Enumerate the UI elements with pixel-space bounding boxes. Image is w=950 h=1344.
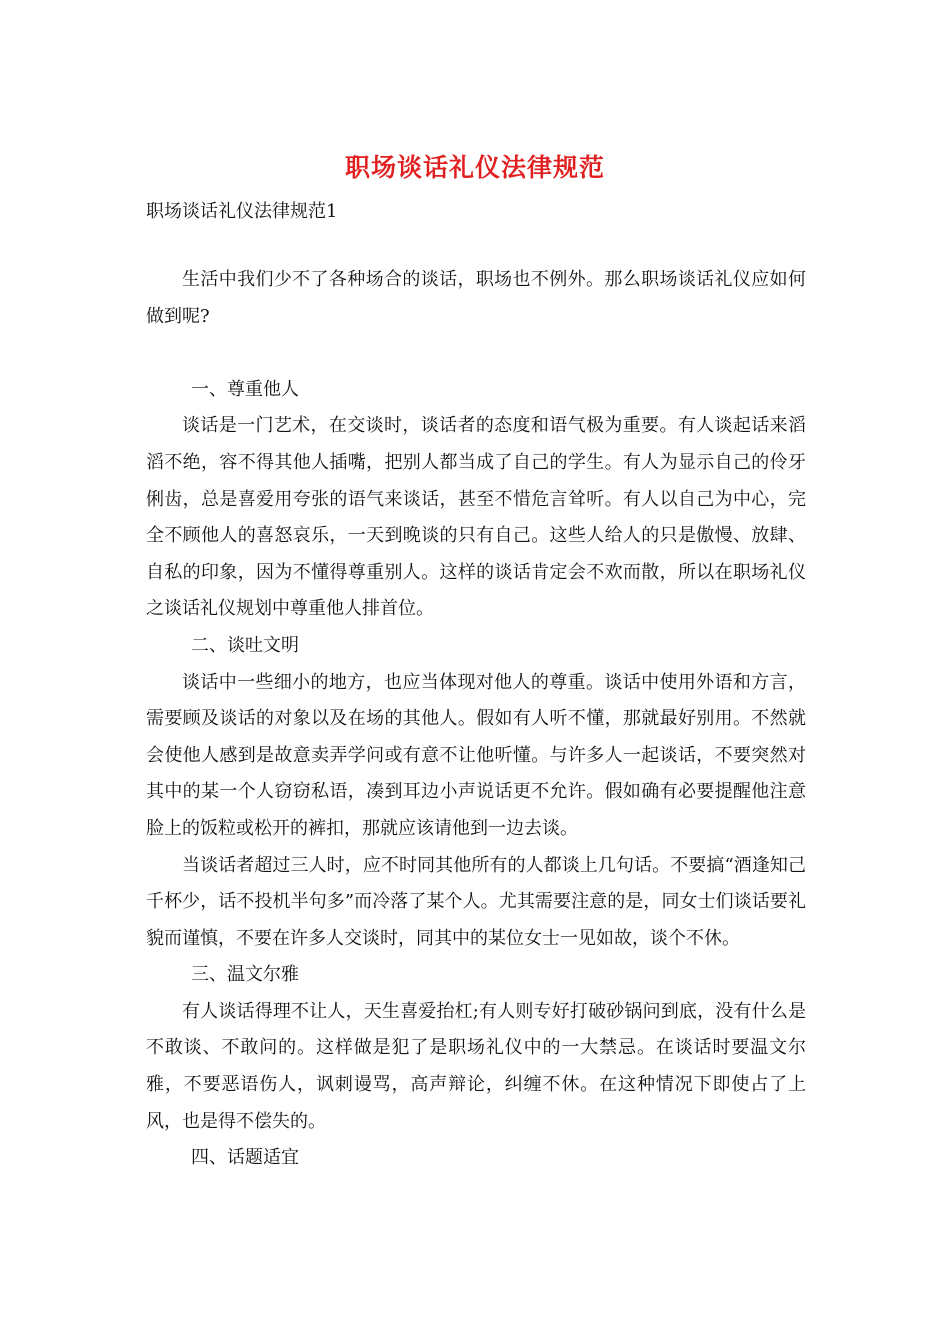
document-title: 职场谈话礼仪法律规范	[344, 153, 605, 182]
intro-paragraph: 生活中我们少不了各种场合的谈话，职场也不例外。那么职场谈话礼仪应如何做到呢?	[146, 269, 806, 327]
section-heading-topics: 四、话题适宜	[191, 1147, 299, 1169]
paragraph-gentle: 有人谈话得理不让人，天生喜爱抬杠;有人则专好打破砂锅问到底，没有什么是不敢谈、不敢问的。这样做是犯了是职场礼仪中的一大禁忌。在谈话时要温文尔雅，不要恶语伤人，讽刺谩骂，高声辩论，纠缠不休。在这种情况下即使占了上风，也是得不偿失的。	[146, 1000, 806, 1132]
section-heading-civil-speech: 二、谈吐文明	[191, 634, 299, 656]
paragraph-civil-speech-2: 当谈话者超过三人时，应不时同其他所有的人都谈上几句话。不要搞“酒逢知己千杯少，话不投机半句多”而冷落了某个人。尤其需要注意的是，同女士们谈话要礼貌而谨慎，不要在许多人交谈时，同其中的某位女士一见如故，谈个不休。	[146, 854, 806, 949]
section-heading-respect: 一、尊重他人	[191, 378, 299, 400]
paragraph-respect: 谈话是一门艺术，在交谈时，谈话者的态度和语气极为重要。有人谈起话来滔滔不绝，容不得其他人插嘴，把别人都当成了自己的学生。有人为显示自己的伶牙俐齿，总是喜爱用夸张的语气来谈话，甚至不惜危言耸听。有人以自己为中心，完全不顾他人的喜怒哀乐，一天到晚谈的只有自己。这些人给人的只是傲慢、放肆、自私的印象，因为不懂得尊重别人。这样的谈话肯定会不欢而散，所以在职场礼仪之谈话礼仪规划中尊重他人排首位。	[146, 415, 806, 620]
document-subtitle: 职场谈话礼仪法律规范1	[146, 201, 338, 222]
document-body	[146, 262, 806, 1177]
paragraph-gap	[146, 335, 806, 372]
paragraph-civil-speech-1: 谈话中一些细小的地方，也应当体现对他人的尊重。谈话中使用外语和方言，需要顾及谈话的对象以及在场的其他人。假如有人听不懂，那就最好别用。不然就会使他人感到是故意卖弄学问或有意不让他听懂。与许多人一起谈话，不要突然对其中的某一个人窃窃私语，凑到耳边小声说话更不允许。假如确有必要提醒他注意脸上的饭粒或松开的裤扣，那就应该请他到一边去谈。	[146, 671, 806, 839]
section-heading-gentle: 三、温文尔雅	[191, 964, 299, 986]
